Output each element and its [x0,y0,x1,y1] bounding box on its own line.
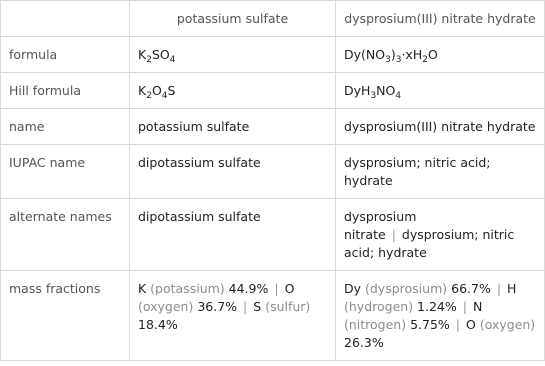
element-name: (potassium) [150,281,225,296]
cell-text: S [253,299,266,314]
cell-potassium-sulfate [130,73,336,109]
element-name: (oxygen) [479,317,536,332]
row-label: formula [1,37,130,73]
cell-text: O [466,317,480,332]
table-row [1,73,545,109]
cell-text: 2 [422,55,428,65]
cell-text: 66.7% [447,281,491,296]
cell-potassium-sulfate [130,199,336,271]
cell-text: 36.7% [193,299,238,314]
cell-text: 3 [385,55,391,65]
cell-text: O [284,281,295,296]
cell-text: 2 [146,91,152,101]
table-row [1,271,545,361]
separator: | [274,281,279,296]
cell-text: Dy [344,281,365,296]
cell-text: 18.4% [138,317,178,332]
cell-dysprosium-nitrate-hydrate [336,73,545,109]
element-name: (oxygen) [138,299,194,314]
cell-text: 3 [395,55,402,65]
cell-potassium-sulfate [130,271,336,361]
table-row [1,199,545,271]
row-label: Hill formula [1,73,130,109]
cell-text: dysprosium(III) nitrate hydrate [344,119,536,134]
cell-potassium-sulfate [130,145,336,199]
cell-dysprosium-nitrate-hydrate [336,145,545,199]
cell-text: N [472,299,483,314]
cell-text: 4 [161,91,168,101]
cell-text: 5.75% [406,317,450,332]
table-row [1,145,545,199]
header-dysprosium-nitrate-hydrate: dysprosium(III) nitrate hydrate [336,1,545,37]
cell-text: K [138,281,151,296]
cell-text: Dy(NO [344,47,386,62]
cell-text: SO [151,47,170,62]
separator: | [391,227,396,242]
cell-dysprosium-nitrate-hydrate [336,37,545,73]
separator: | [243,299,248,314]
cell-text: NO [376,83,396,98]
table-row [1,37,545,73]
separator: | [462,299,467,314]
cell-text: dipotassium sulfate [138,155,261,170]
element-name: (nitrogen) [344,317,407,332]
element-name: (sulfur) [265,299,311,314]
cell-text: H [507,281,517,296]
cell-text: K [138,47,147,62]
header-row [1,1,545,37]
cell-potassium-sulfate [130,37,336,73]
cell-text: 26.3% [344,335,384,350]
cell-text: dysprosium; nitric acid; hydrate [344,155,491,188]
separator: | [455,317,461,332]
cell-text: 44.9% [224,281,269,296]
cell-text: ) [390,47,396,62]
header-potassium-sulfate: potassium sulfate [130,1,336,37]
cell-text: dysprosium nitrate [344,209,417,242]
cell-text: ·xH [401,47,423,62]
cell-text: 2 [146,55,152,65]
cell-text: 4 [395,91,402,101]
cell-text: dysprosium; nitric acid; hydrate [344,227,515,260]
cell-dysprosium-nitrate-hydrate [336,199,545,271]
cell-dysprosium-nitrate-hydrate [336,109,545,145]
cell-text: 3 [370,91,377,101]
row-label: mass fractions [1,271,130,361]
cell-text: potassium sulfate [138,119,250,134]
row-label: IUPAC name [1,145,130,199]
cell-dysprosium-nitrate-hydrate [336,271,545,361]
cell-text: O [151,83,162,98]
cell-text: K [138,83,147,98]
header-corner [1,1,130,37]
row-label: name [1,109,130,145]
table-row [1,109,545,145]
cell-text: 4 [169,55,176,65]
cell-text: O [427,47,438,62]
cell-text: DyH [344,83,371,98]
element-name: (dysprosium) [365,281,448,296]
separator: | [496,281,502,296]
cell-text: S [167,83,176,98]
cell-text: dipotassium sulfate [138,209,261,224]
row-label: alternate names [1,199,130,271]
cell-potassium-sulfate [130,109,336,145]
cell-text: 1.24% [413,299,457,314]
table-body [1,37,545,361]
element-name: (hydrogen) [344,299,414,314]
